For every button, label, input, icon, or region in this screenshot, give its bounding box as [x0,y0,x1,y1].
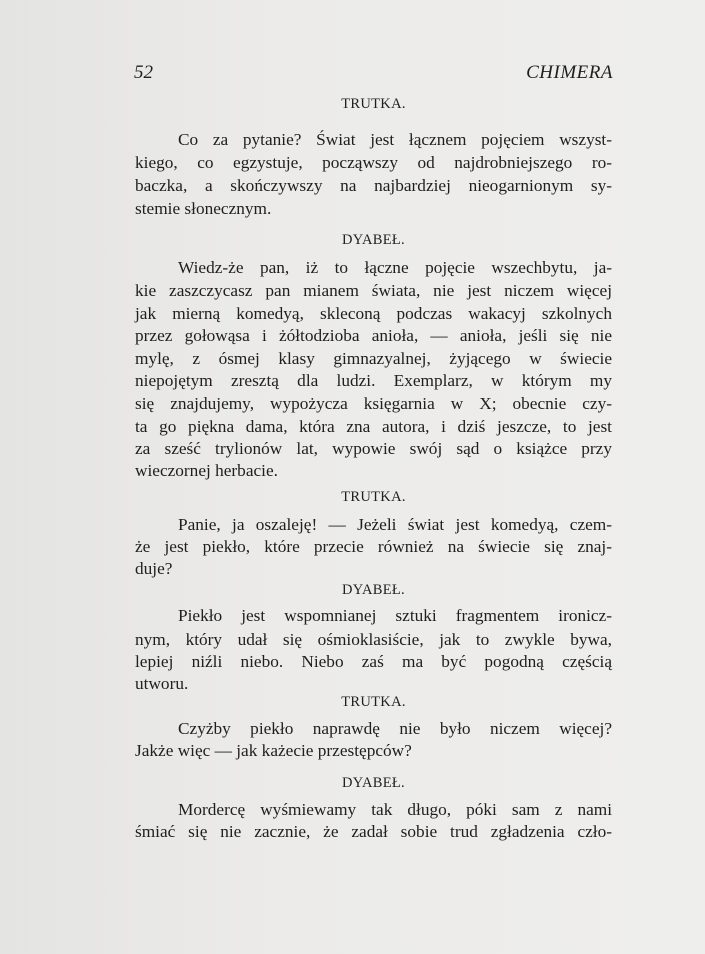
speaker-heading: DYABEŁ. [342,232,405,248]
text-line: niepojętym zresztą dla ludzi. Exemplarz, w którym my [135,371,612,390]
text-line: nym, który udał się ośmioklasiście, jak to zwykle bywa, [135,630,612,649]
text-line: się znajdujemy, wypożycza księgarnia w X; obecnie czy- [135,394,612,413]
text-line: jak mierną komedyą, skleconą podczas wakacyj szkolnych [135,304,612,323]
text-line: Co za pytanie? Świat jest łącznem pojęciem wszyst- [178,130,612,149]
text-line: Panie, ja oszaleję! — Jeżeli świat jest komedyą, czem- [178,515,612,534]
text-line: że jest piekło, które przecie również na świecie się znaj- [135,537,612,556]
text-line: Mordercę wyśmiewamy tak długo, póki sam z nami [178,800,612,819]
running-title: CHIMERA [526,62,613,83]
text-line: mylę, z ósmej klasy gimnazyalnej, żyjącego w świecie [135,349,612,368]
text-line: Czyżby piekło naprawdę nie było niczem więcej? [178,719,612,738]
text-line: stemie słonecznym. [135,199,272,218]
text-line: ta go piękna dama, która zna autora, i dziś jeszcze, to jest [135,417,612,436]
text-line: przez gołowąsa i żółtodzioba anioła, — anioła, jeśli się nie [135,326,612,345]
text-line: Piekło jest wspomnianej sztuki fragmentem ironicz- [178,606,612,625]
text-line: śmiać się nie zacznie, że zadał sobie trud zgładzenia czło- [135,822,612,841]
text-line: Jakże więc — jak każecie przestępców? [135,741,412,760]
text-line: Wiedz-że pan, iż to łączne pojęcie wszechbytu, ja- [178,258,612,277]
speaker-heading: TRUTKA. [341,694,406,710]
text-line: kie zaszczycasz pan mianem świata, nie jest niczem więcej [135,281,612,300]
text-line: duje? [135,559,173,578]
speaker-heading: TRUTKA. [341,489,406,505]
speaker-heading: TRUTKA. [341,96,406,112]
page-number: 52 [134,62,153,83]
text-line: baczka, a skończywszy na najbardziej nieogarnionym sy- [135,176,612,195]
text-line: wieczornej herbacie. [135,461,278,480]
text-line: utworu. [135,674,189,693]
text-line: kiego, co egzystuje, począwszy od najdrobniejszego ro- [135,153,612,172]
speaker-heading: DYABEŁ. [342,582,405,598]
speaker-heading: DYABEŁ. [342,775,405,791]
text-line: za sześć trylionów lat, wypowie swój sąd o książce przy [135,439,612,458]
text-line: lepiej niźli niebo. Niebo zaś ma być pogodną częścią [135,652,612,671]
